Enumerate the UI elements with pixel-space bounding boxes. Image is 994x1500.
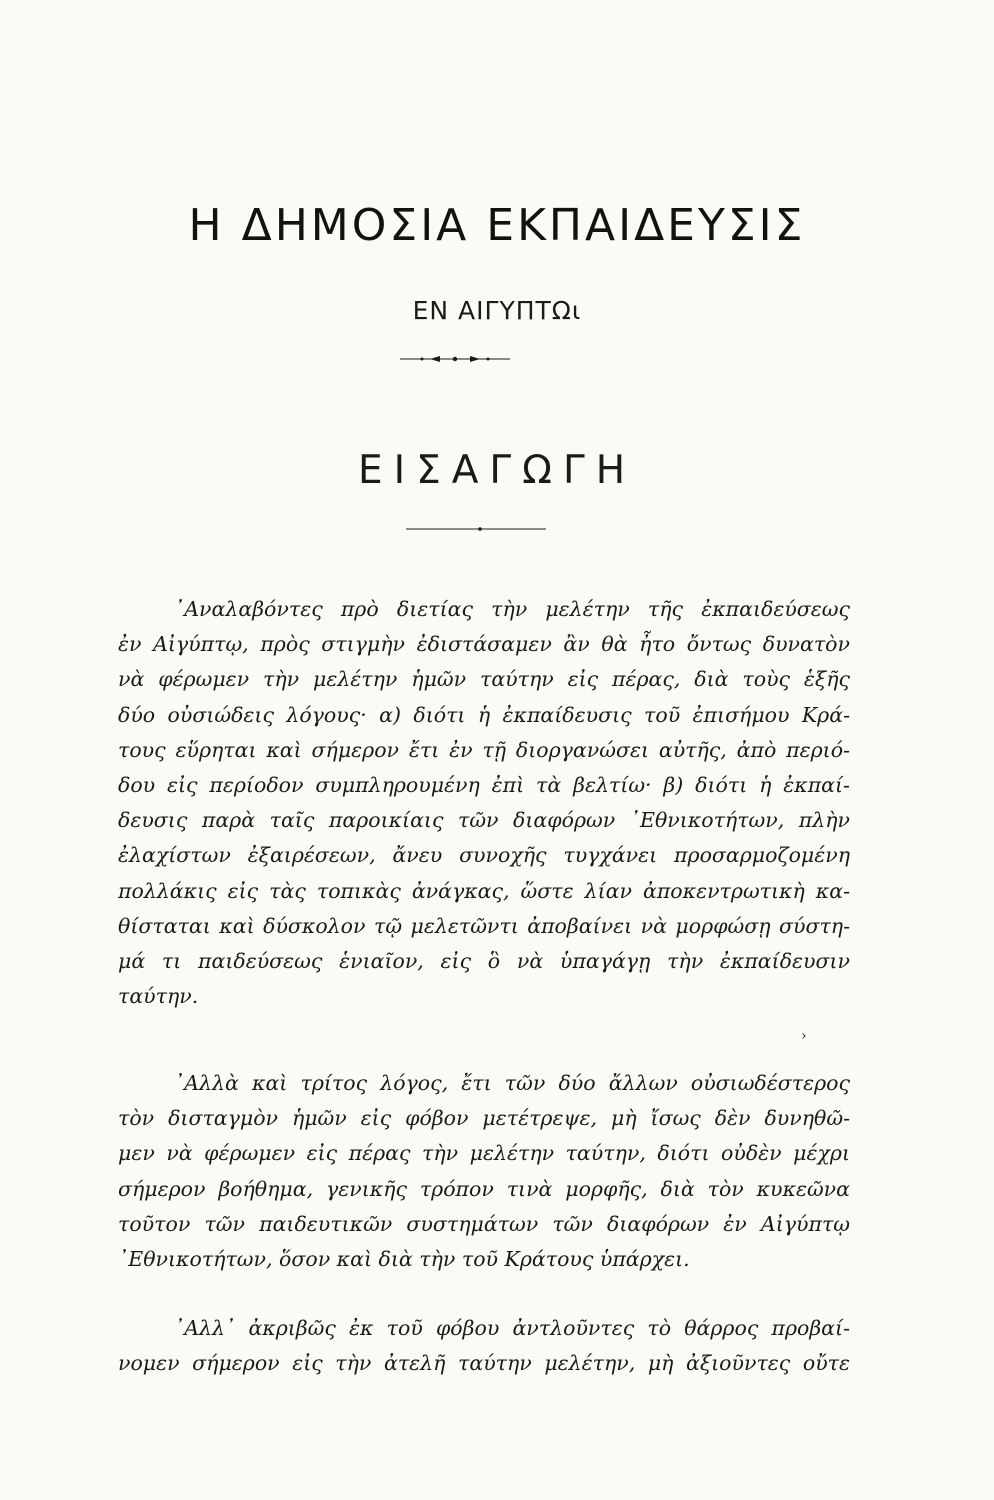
paragraph-1 bbox=[118, 592, 850, 1014]
margin-mark: › bbox=[801, 1028, 807, 1044]
text-line: πολλάκις εἰς τὰς τοπικὰς ἀνάγκας, ὥστε λίαν ἀποκεντρωτικὴ κα- bbox=[118, 878, 850, 903]
text-line: τὸν δισταγμὸν ἡμῶν εἰς φόβον μετέτρεψε, μὴ ἴσως δὲν δυνηθῶ- bbox=[118, 1106, 850, 1131]
text-line: δευσις παρὰ ταῖς παροικίαις τῶν διαφόρων ᾿Εθνικοτήτων, πλὴν bbox=[118, 808, 850, 833]
text-line: τοῦτον τῶν παιδευτικῶν συστημάτων τῶν διαφόρων ἐν Αἰγύπτῳ bbox=[118, 1211, 850, 1236]
text-line: μά τι παιδεύσεως ἑνιαῖον, εἰς ὃ νὰ ὑπαγάγῃ τὴν ἐκπαίδευσιν bbox=[118, 949, 850, 974]
text-line: δύο οὐσιώδεις λόγους· α) διότι ἡ ἐκπαίδευσις τοῦ ἐπισήμου Κρά- bbox=[118, 702, 850, 727]
paragraph-2 bbox=[118, 1066, 850, 1277]
document-subtitle: ΕΝ ΑΙΓΥΠΤΩι bbox=[412, 296, 582, 325]
text-line: ἐν Αἰγύπτῳ, πρὸς στιγμὴν ἐδιστάσαμεν ἂν θὰ ἦτο ὄντως δυνατὸν bbox=[118, 632, 850, 657]
text-line: ᾿Αλλὰ καὶ τρίτος λόγος, ἔτι τῶν δύο ἄλλων οὐσιωδέστερος bbox=[174, 1071, 850, 1095]
section-heading: ΕΙΣΑΓΩΓΗ bbox=[357, 448, 637, 493]
text-line: ᾿Αναλαβόντες πρὸ διετίας τὴν μελέτην τῆς ἐκπαιδεύσεως bbox=[174, 597, 850, 621]
text-line: ἐλαχίστων ἐξαιρέσεων, ἄνευ συνοχῆς τυγχάνει προσαρμοζομένη bbox=[118, 843, 850, 868]
text-line: θίσταται καὶ δύσκολον τῷ μελετῶντι ἀποβαίνει νὰ μορφώσῃ σύστη- bbox=[118, 913, 850, 938]
ornament-divider bbox=[400, 353, 510, 365]
text-line: ᾿Αλλ᾿ ἀκριβῶς ἐκ τοῦ φόβου ἀντλοῦντες τὸ θάρρος προβαί- bbox=[174, 1316, 850, 1340]
text-line: νομεν σήμερον εἰς τὴν ἀτελῆ ταύτην μελέτην, μὴ ἀξιοῦντες οὔτε bbox=[118, 1351, 850, 1376]
text-line: σήμερον βοήθημα, γενικῆς τρόπον τινὰ μορφῆς, διὰ τὸν κυκεῶνα bbox=[118, 1176, 850, 1201]
text-line: ταύτην. bbox=[118, 984, 199, 1009]
paragraph-3 bbox=[118, 1311, 850, 1381]
text-line: μεν νὰ φέρωμεν εἰς πέρας τὴν μελέτην ταύτην, διότι οὐδὲν μέχρι bbox=[118, 1141, 850, 1166]
text-line: νὰ φέρωμεν τὴν μελέτην ἡμῶν ταύτην εἰς πέρας, διὰ τοὺς ἑξῆς bbox=[118, 667, 850, 692]
rule-divider bbox=[406, 524, 546, 534]
text-line: δου εἰς περίοδον συμπληρουμένη ἐπὶ τὰ βελτίω· β) διότι ἡ ἐκπαί- bbox=[118, 773, 850, 798]
text-line: τους εὕρηται καὶ σήμερον ἔτι ἐν τῇ διοργανώσει αὐτῆς, ἀπὸ περιό- bbox=[118, 737, 850, 762]
document-title: Η ΔΗΜΟΣΙΑ ΕΚΠΑΙΔΕΥΣΙΣ bbox=[188, 200, 806, 251]
text-line: ᾿Εθνικοτήτων, ὅσον καὶ διὰ τὴν τοῦ Κράτους ὑπάρχει. bbox=[118, 1247, 690, 1272]
